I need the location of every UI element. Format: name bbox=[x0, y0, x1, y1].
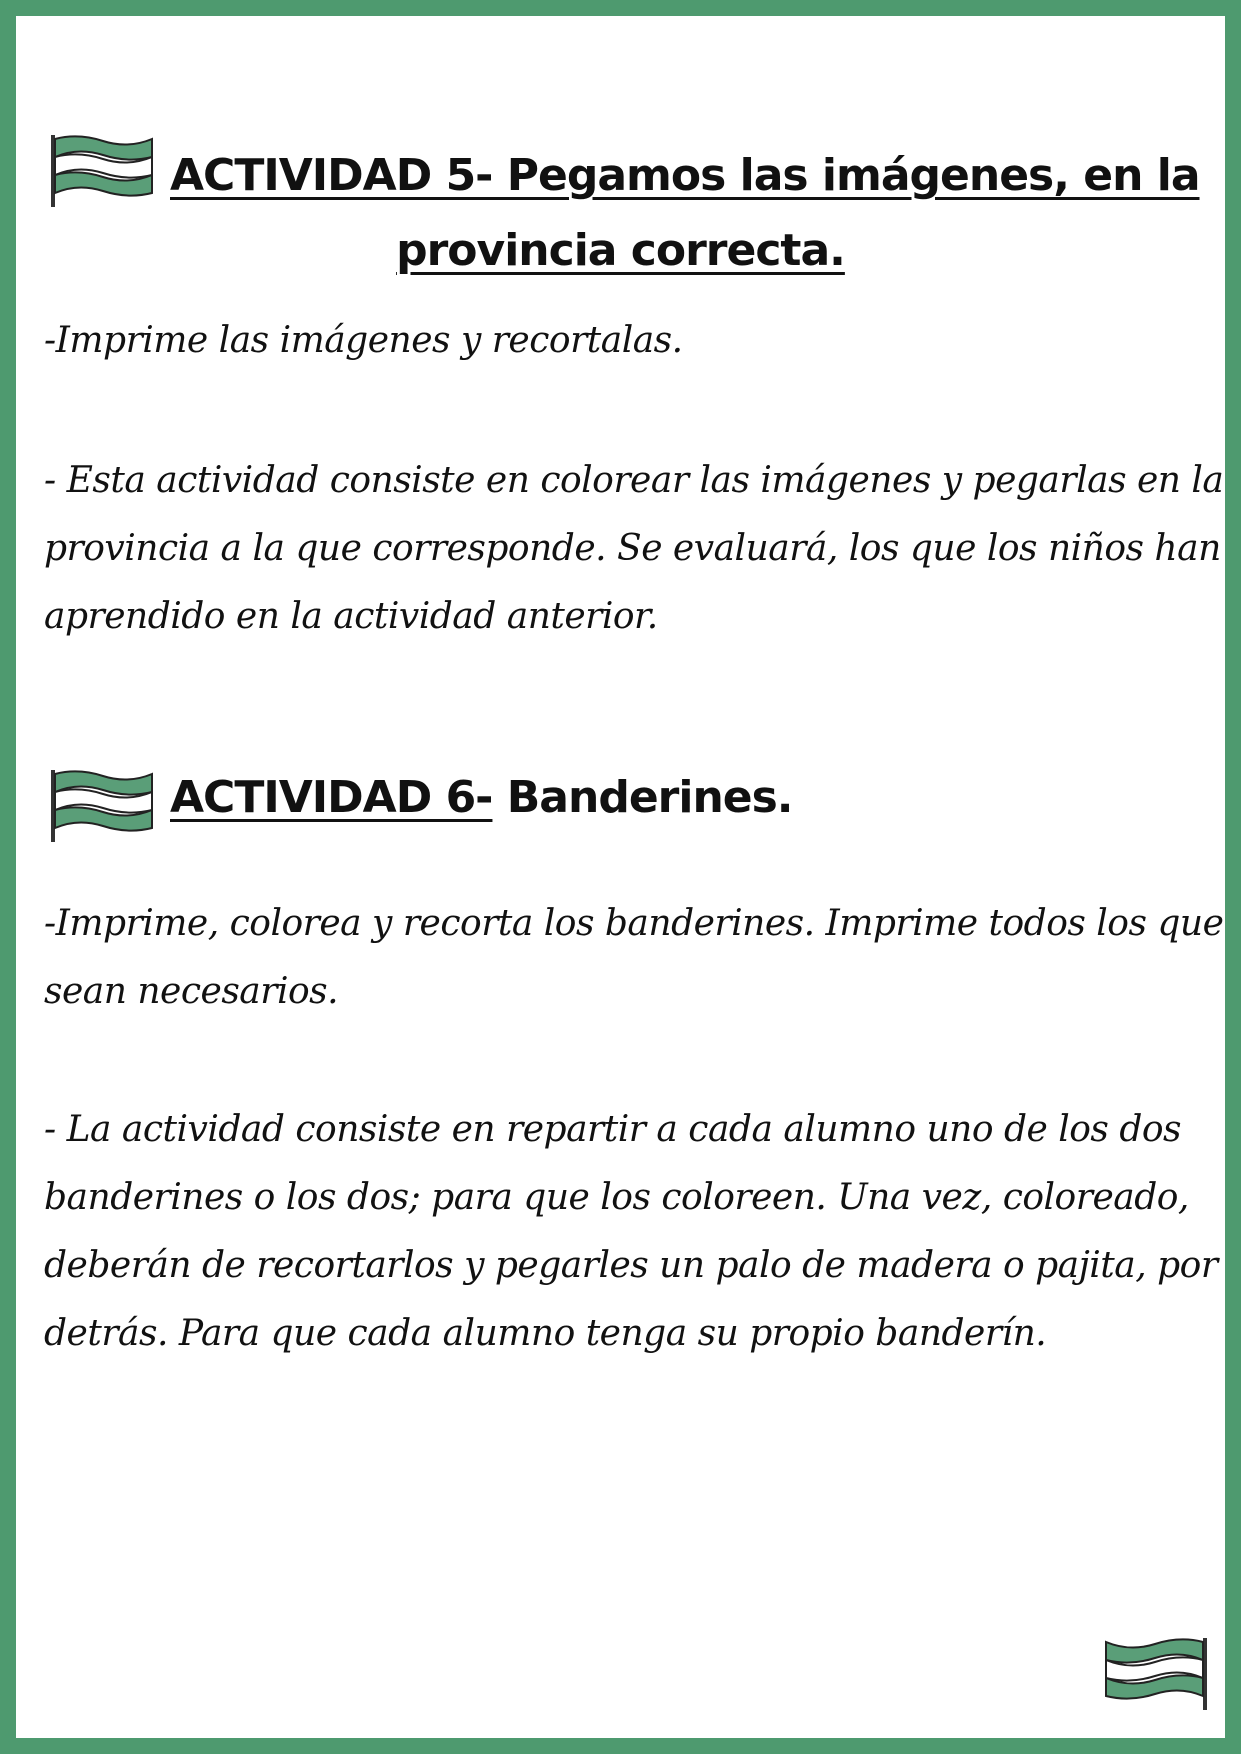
activity6-paragraph-2: - La actividad consiste en repartir a cada alumno uno de los dos banderines o los dos; para que los coloreen. Una vez, coloreado, deberán de recortarlos y pegarles un palo de madera o pajita, por detrás. Para que cada alumno tenga su propio banderín. bbox=[44, 1109, 1218, 1354]
activity5-title-line1: ACTIVIDAD 5- Pegamos las imágenes, en la bbox=[170, 150, 1200, 201]
activity6-title-prefix: ACTIVIDAD 6- bbox=[170, 772, 493, 823]
activity6-title bbox=[170, 772, 793, 825]
activity5-title-line2: provincia correcta. bbox=[396, 225, 845, 276]
activity5-paragraph-1: -Imprime las imágenes y recortalas. bbox=[44, 320, 683, 361]
activity5-paragraph-2: - Esta actividad consiste en colorear las imágenes y pegarlas en la provincia a la que corresponde. Se evaluará, los que los niños han aprendido en la actividad anterior. bbox=[44, 460, 1224, 637]
activity6-title-suffix: Banderines. bbox=[492, 772, 793, 823]
andalusia-flag-icon bbox=[48, 133, 160, 209]
andalusia-flag-icon bbox=[48, 768, 160, 844]
activity6-paragraph-1: -Imprime, colorea y recorta los banderines. Imprime todos los que sean necesarios. bbox=[44, 903, 1224, 1012]
andalusia-flag-icon bbox=[1098, 1636, 1210, 1712]
